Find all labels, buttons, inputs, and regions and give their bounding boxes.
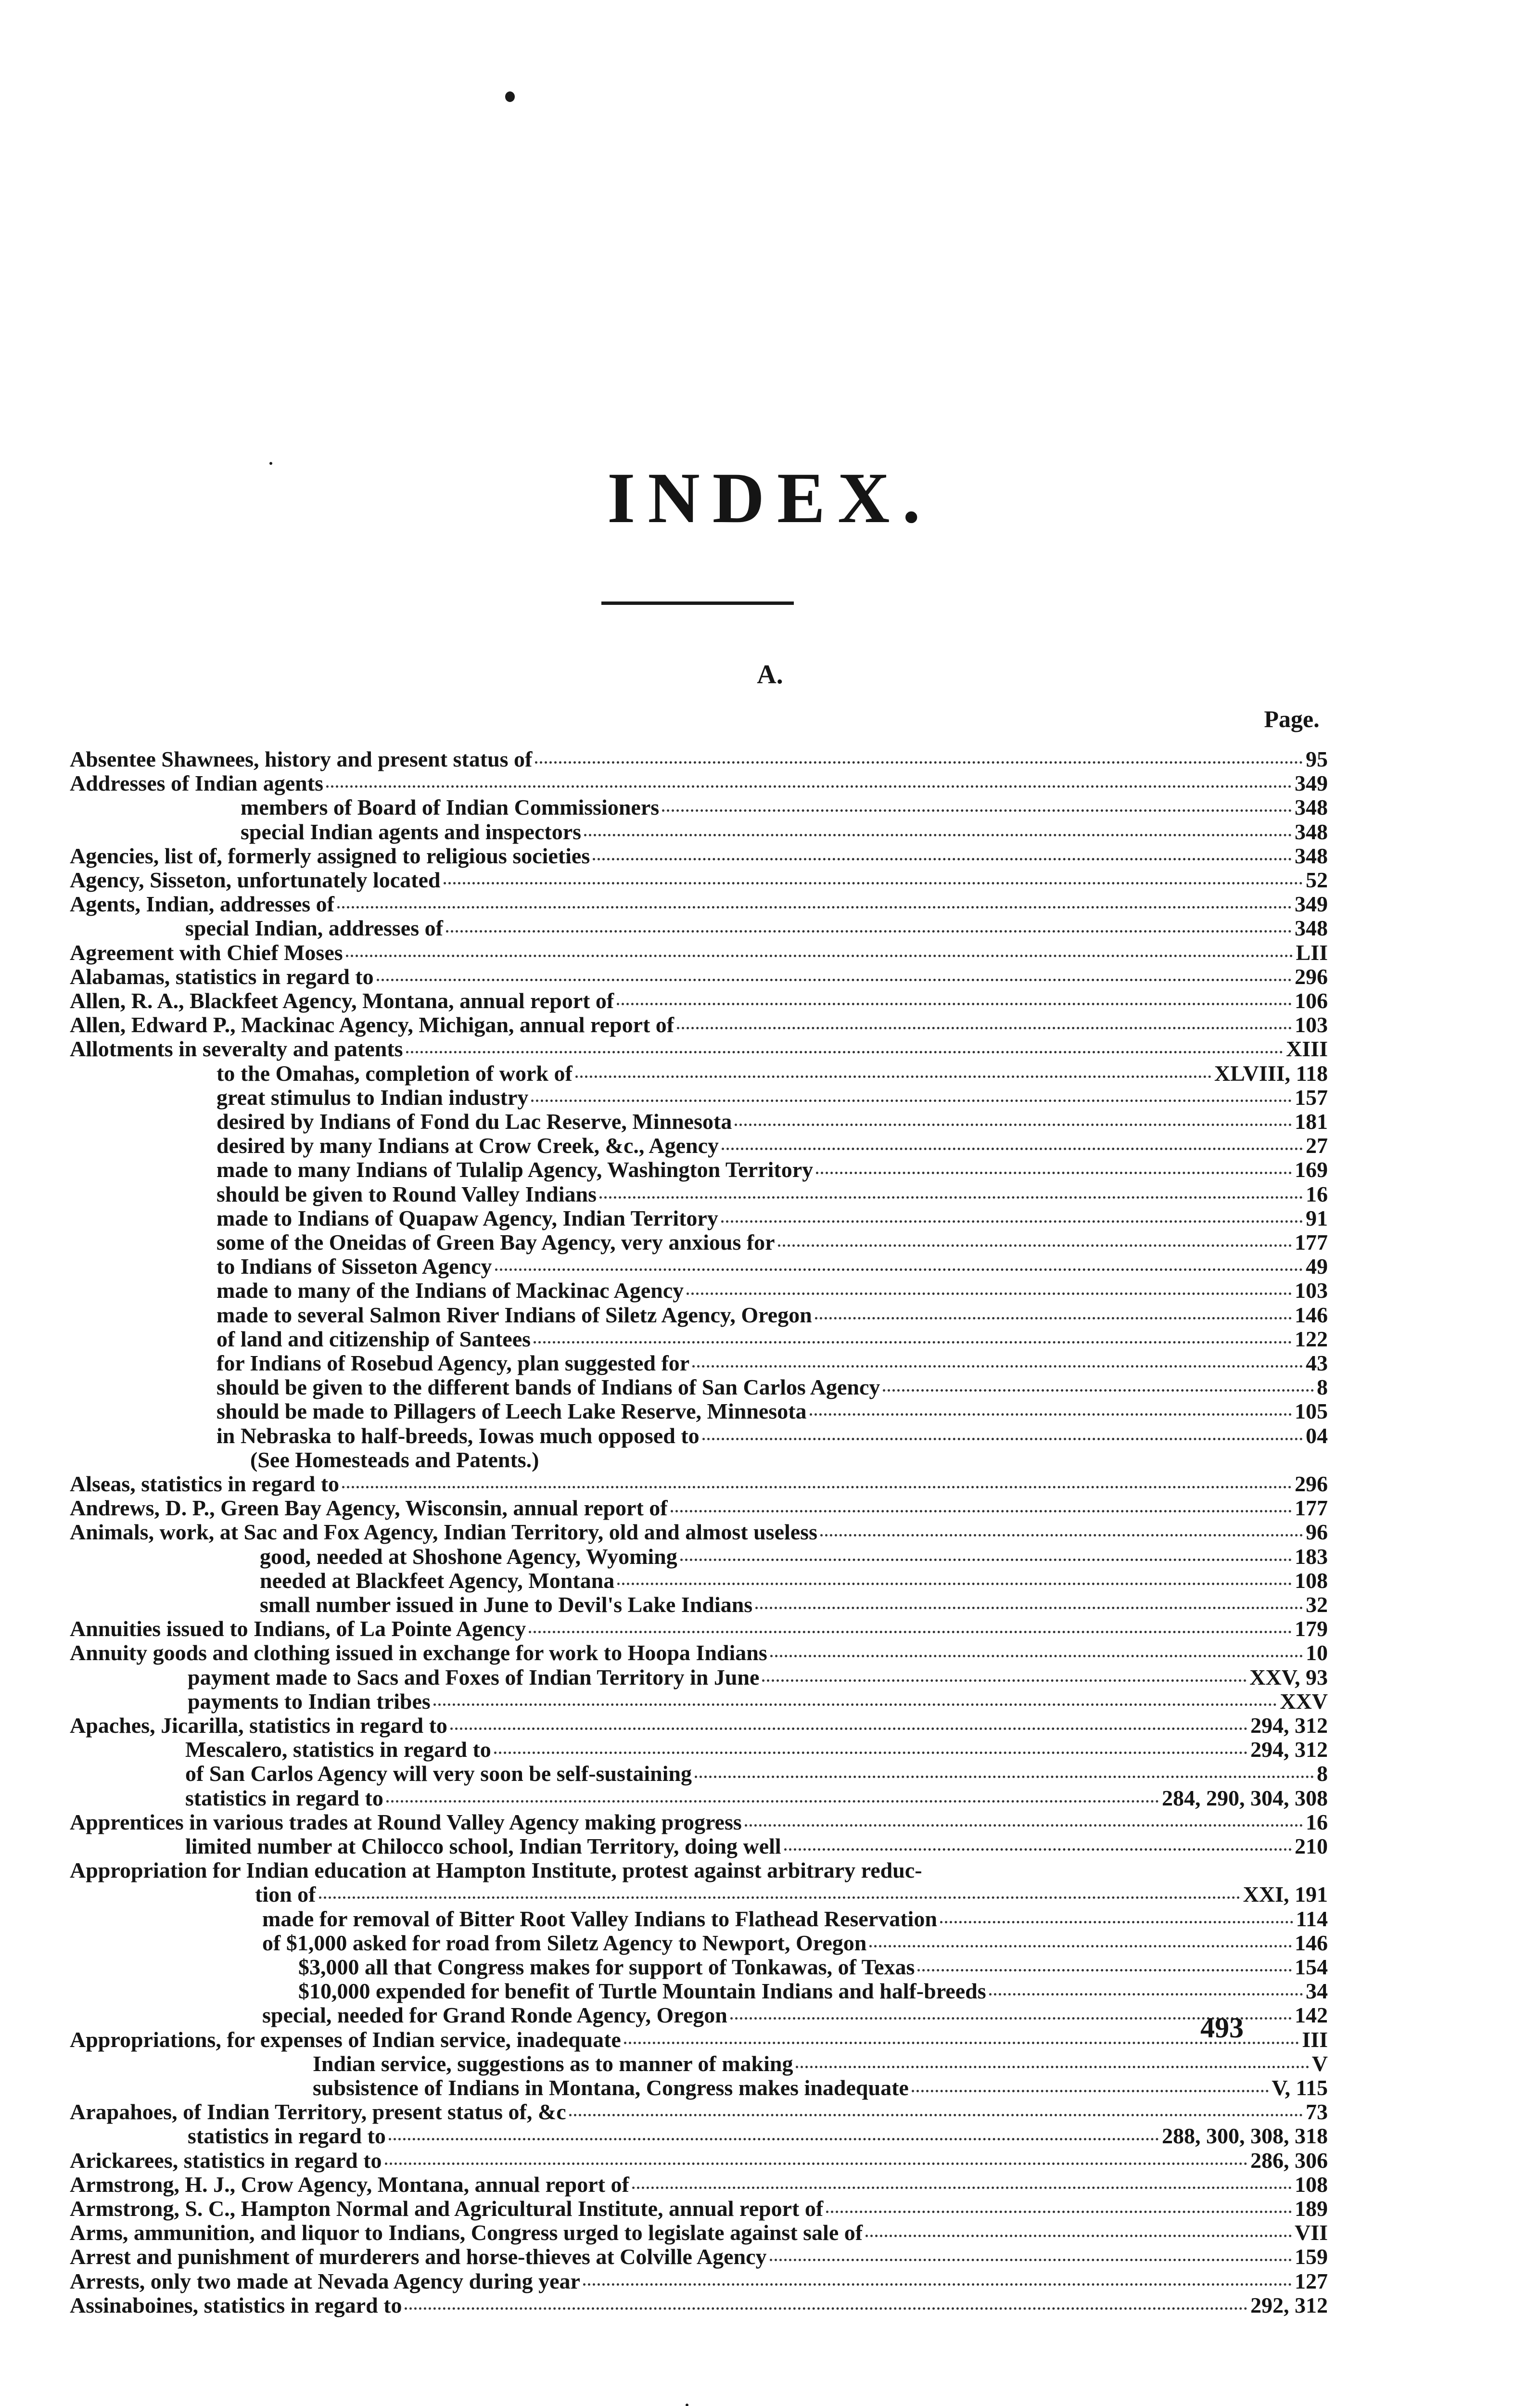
index-entry-page: 181 (1295, 1109, 1328, 1134)
index-entry (298, 1979, 1328, 2003)
index-entry-page: 34 (1306, 1979, 1328, 2003)
dot-leader (796, 2066, 1309, 2068)
index-entry-text: Mescalero, statistics in regard to (185, 1737, 491, 1762)
index-entry (70, 2245, 1328, 2269)
index-entry (216, 1158, 1328, 1182)
index-entry-text: should be given to the different bands of Indians of San Carlos Agency (216, 1375, 880, 1399)
index-entry (216, 1351, 1328, 1375)
page-title: INDEX. (607, 458, 933, 538)
index-entry (216, 1206, 1328, 1230)
index-entry (260, 1545, 1328, 1569)
index-entry (70, 1472, 1328, 1496)
index-entry (70, 771, 1328, 795)
index-entry (216, 1327, 1328, 1351)
ink-speck (505, 91, 515, 102)
index-entry (216, 1279, 1328, 1303)
index-entry-page: VII (1294, 2220, 1328, 2245)
index-entry-page: 16 (1306, 1182, 1328, 1206)
index-entry-text: good, needed at Shoshone Agency, Wyoming (260, 1544, 677, 1569)
dot-leader (337, 906, 1292, 909)
index-entry-text: special, needed for Grand Ronde Agency, Oregon (262, 2003, 727, 2027)
dot-leader (385, 2163, 1247, 2165)
index-entry-text: Arrests, only two made at Nevada Agency during year (70, 2269, 580, 2293)
index-entry-page: 142 (1295, 2003, 1328, 2027)
index-entry-page: 189 (1295, 2196, 1328, 2221)
index-entry-page: XXI, 191 (1243, 1882, 1328, 1907)
index-entry (70, 1858, 1328, 1882)
index-entry-text: Allotments in severalty and patents (70, 1037, 403, 1061)
index-entry (262, 1931, 1328, 1955)
dot-leader (494, 1752, 1247, 1754)
index-entry-page: 348 (1295, 819, 1328, 844)
index-entry-text: Agents, Indian, addresses of (70, 892, 334, 916)
index-entry-text: for Indians of Rosebud Agency, plan suggested for (216, 1351, 690, 1375)
index-entry-text: made for removal of Bitter Root Valley Indians to Flathead Reservation (262, 1907, 937, 1931)
index-entry (70, 2197, 1328, 2221)
dot-leader (593, 858, 1292, 860)
index-entry-page: 169 (1295, 1157, 1328, 1182)
index-entry-text: Animals, work, at Sac and Fox Agency, Indian Territory, old and almost useless (70, 1520, 817, 1544)
dot-leader (695, 1776, 1314, 1778)
index-entry-page: 210 (1295, 1834, 1328, 1858)
dot-leader (770, 1655, 1303, 1657)
index-entry-page: 122 (1295, 1327, 1328, 1351)
dot-leader (346, 955, 1293, 957)
index-entry-text: of San Carlos Agency will very soon be self-sustaining (185, 1761, 692, 1786)
dot-leader (377, 979, 1292, 981)
index-entry (70, 989, 1328, 1013)
dot-leader (535, 761, 1303, 764)
index-entry (185, 1834, 1328, 1858)
index-entry-text: Armstrong, H. J., Crow Agency, Montana, annual report of (70, 2172, 629, 2197)
index-entry-page: XXV, 93 (1249, 1665, 1328, 1689)
dot-leader (342, 1486, 1292, 1488)
dot-leader (702, 1438, 1303, 1440)
dot-leader (450, 1728, 1247, 1730)
index-entry (241, 795, 1328, 819)
index-entry-text: some of the Oneidas of Green Bay Agency, very anxious for (216, 1230, 775, 1254)
index-entry-page: 177 (1295, 1230, 1328, 1254)
index-entry (70, 2173, 1328, 2197)
index-entry-text: Armstrong, S. C., Hampton Normal and Agricultural Institute, annual report of (70, 2196, 824, 2221)
index-entry (70, 1013, 1328, 1037)
dot-leader (671, 1510, 1292, 1512)
index-entry-text: Andrews, D. P., Green Bay Agency, Wisconsin, annual report of (70, 1496, 668, 1520)
dot-leader (405, 2307, 1247, 2310)
index-entry-text: members of Board of Indian Commissioners (241, 795, 660, 819)
index-entry-text: Addresses of Indian agents (70, 771, 323, 795)
index-entry-text: Apprentices in various trades at Round Valley Agency making progress (70, 1810, 742, 1834)
index-entry-page: 95 (1306, 747, 1328, 771)
index-entry-page: 114 (1296, 1907, 1328, 1931)
index-entry-text: statistics in regard to (188, 2124, 386, 2148)
index-entry (70, 2149, 1328, 2173)
index-entry-page: 108 (1295, 2172, 1328, 2197)
dot-leader (770, 2259, 1292, 2261)
dot-leader (446, 930, 1292, 933)
index-entry-text: small number issued in June to Devil's Lake Indians (260, 1592, 753, 1617)
dot-leader (575, 1075, 1211, 1078)
index-entry-text: made to several Salmon River Indians of Siletz Agency, Oregon (216, 1303, 812, 1327)
dot-leader (617, 1583, 1292, 1585)
index-entry-text: Arapahoes, of Indian Territory, present status of, &c (70, 2099, 566, 2124)
dot-leader (680, 1559, 1292, 1561)
index-entry-text: desired by many Indians at Crow Creek, &c., Agency (216, 1133, 719, 1158)
index-entry-text: Allen, R. A., Blackfeet Agency, Montana, annual report of (70, 988, 614, 1013)
index-entry-text: of $1,000 asked for road from Siletz Agency to Newport, Oregon (262, 1931, 867, 1955)
index-entry-text: Appropriation for Indian education at Hampton Institute, protest against arbitrary reduc- (70, 1858, 922, 1882)
index-entry-text: Annuity goods and clothing issued in exchange for work to Hoopa Indians (70, 1640, 767, 1665)
index-entry-text: Absentee Shawnees, history and present status of (70, 747, 533, 771)
section-letter: A. (757, 660, 783, 690)
dot-leader (816, 1172, 1292, 1174)
page-number: 493 (1200, 2012, 1244, 2044)
dot-leader (319, 1896, 1240, 1899)
dot-leader (869, 1945, 1292, 1947)
index-entry-page: 286, 306 (1250, 2148, 1328, 2173)
index-entry-text: special Indian agents and inspectors (241, 819, 582, 844)
index-entry (70, 2100, 1328, 2124)
dot-leader (692, 1365, 1303, 1368)
index-entry-page: 348 (1295, 916, 1328, 940)
dot-leader (386, 1800, 1159, 1803)
index-entry (185, 1738, 1328, 1762)
index-entry-text: Allen, Edward P., Mackinac Agency, Michigan, annual report of (70, 1012, 675, 1037)
index-entry (70, 2269, 1328, 2293)
index-entry-text: Arms, ammunition, and liquor to Indians, Congress urged to legislate against sale of (70, 2220, 863, 2245)
index-entry-page: XXV (1280, 1689, 1328, 1714)
index-entry (70, 868, 1328, 892)
index-entry-text: Alseas, statistics in regard to (70, 1472, 340, 1496)
index-entry-text: in Nebraska to half-breeds, Iowas much opposed to (216, 1423, 700, 1448)
index-entry-text: special Indian, addresses of (185, 916, 443, 940)
index-entry-text: Arickarees, statistics in regard to (70, 2148, 382, 2173)
index-entry-page: 127 (1295, 2269, 1328, 2293)
index-entry-text: Apaches, Jicarilla, statistics in regard to (70, 1713, 447, 1738)
index-entry (70, 2221, 1328, 2245)
index-entry (262, 1907, 1328, 1931)
index-entry-text: made to many of the Indians of Mackinac Agency (216, 1278, 684, 1303)
index-entry-page: 294, 312 (1250, 1737, 1328, 1762)
index-entry (70, 844, 1328, 868)
index-entry-text: Indian service, suggestions as to manner of making (313, 2051, 793, 2076)
index-entry-text: Appropriations, for expenses of Indian service, inadequate (70, 2027, 621, 2052)
dot-leader (810, 1413, 1292, 1416)
index-entry (255, 1882, 1328, 1907)
dot-leader (778, 1244, 1292, 1247)
index-entry-page: 154 (1295, 1955, 1328, 1979)
index-entry-text: Annuities issued to Indians, of La Pointe Agency (70, 1616, 526, 1641)
index-entry-text: Alabamas, statistics in regard to (70, 964, 374, 989)
index-entry (260, 1593, 1328, 1617)
index-entry-page: 16 (1306, 1810, 1328, 1834)
index-entry (216, 1303, 1328, 1327)
index-entry (241, 820, 1328, 844)
index-entry (70, 2028, 1328, 2052)
index-entry-page: 296 (1295, 964, 1328, 989)
index-entry-text: tion of (255, 1882, 316, 1907)
index-entry (70, 2293, 1328, 2317)
index-entry-text: to Indians of Sisseton Agency (216, 1254, 492, 1279)
index-entry (70, 1714, 1328, 1738)
index-entry-page: III (1302, 2027, 1328, 2052)
index-entry-page: 292, 312 (1250, 2293, 1328, 2317)
index-entry-page: 157 (1295, 1085, 1328, 1110)
ink-speck (686, 2404, 688, 2406)
index-entry-text: payment made to Sacs and Foxes of Indian Territory in June (188, 1665, 760, 1689)
index-entry-page: 105 (1295, 1399, 1328, 1423)
index-entry-text: payments to Indian tribes (188, 1689, 431, 1714)
index-entry (185, 1762, 1328, 1786)
index-entry-page: 49 (1306, 1254, 1328, 1279)
index-entry-text: subsistence of Indians in Montana, Congress makes inadequate (313, 2075, 909, 2100)
index-entry-text: Agreement with Chief Moses (70, 940, 343, 965)
index-entry (70, 1037, 1328, 1061)
index-entry-page: 52 (1306, 868, 1328, 892)
index-entry (70, 1520, 1328, 1544)
index-entry (216, 1110, 1328, 1134)
index-entry-page: 43 (1306, 1351, 1328, 1375)
index-entry-page: 288, 300, 308, 318 (1162, 2124, 1328, 2148)
index-entry-page: 27 (1306, 1133, 1328, 1158)
dot-leader (584, 834, 1292, 836)
dot-leader (784, 1848, 1292, 1851)
index-entry-text: should be given to Round Valley Indians (216, 1182, 597, 1206)
dot-leader (495, 1268, 1303, 1271)
index-entry (70, 1496, 1328, 1520)
dot-leader (444, 882, 1303, 884)
dot-leader (755, 1607, 1303, 1609)
dot-leader (583, 2283, 1292, 2286)
index-entry-page: 10 (1306, 1640, 1328, 1665)
dot-leader (687, 1293, 1292, 1295)
dot-leader (389, 2138, 1159, 2140)
index-entry (70, 965, 1328, 989)
dot-leader (989, 1993, 1303, 1996)
index-entry-page: 106 (1295, 988, 1328, 1013)
dot-leader (815, 1317, 1292, 1319)
dot-leader (569, 2114, 1303, 2116)
index-entry-page: 96 (1306, 1520, 1328, 1544)
index-entry-page: XLVIII, 118 (1214, 1061, 1328, 1086)
index-entry-text: to the Omahas, completion of work of (216, 1061, 573, 1086)
dot-leader (531, 1100, 1292, 1102)
index-entry (70, 747, 1328, 771)
index-entry (298, 1955, 1328, 1979)
dot-leader (406, 1051, 1284, 1053)
index-entry (216, 1375, 1328, 1399)
dot-leader (632, 2187, 1292, 2189)
index-entry-page: 349 (1295, 892, 1328, 916)
index-entry (216, 1230, 1328, 1254)
index-entry-page: XIII (1286, 1037, 1328, 1061)
index-entry-page: 108 (1295, 1568, 1328, 1593)
index-entry (70, 892, 1328, 916)
index-entry-text: should be made to Pillagers of Leech Lake Reserve, Minnesota (216, 1399, 807, 1423)
index-entry (70, 1641, 1328, 1665)
dot-leader (912, 2090, 1269, 2092)
index-entry (313, 2076, 1328, 2100)
index-entry-page: 103 (1295, 1278, 1328, 1303)
index-entry (70, 1617, 1328, 1641)
dot-leader (820, 1534, 1303, 1536)
index-entry-page: 294, 312 (1250, 1713, 1328, 1738)
index-entry-page: 32 (1306, 1592, 1328, 1617)
index-entry-page: 8 (1317, 1761, 1328, 1786)
index-entry (260, 1569, 1328, 1593)
dot-leader (433, 1703, 1277, 1706)
dot-leader (617, 1003, 1292, 1005)
index-entry (70, 941, 1328, 965)
index-entry (185, 916, 1328, 940)
index-entry (216, 1062, 1328, 1086)
index-entry-page: 146 (1295, 1931, 1328, 1955)
dot-leader (721, 1220, 1303, 1223)
index-entry-text: Arrest and punishment of murderers and horse-thieves at Colville Agency (70, 2244, 767, 2269)
index-entry (313, 2052, 1328, 2076)
dot-leader (529, 1631, 1292, 1633)
index-entry-page: V (1311, 2051, 1328, 2076)
index-entry-text: limited number at Chilocco school, Indian Territory, doing well (185, 1834, 781, 1858)
index-entry (216, 1086, 1328, 1110)
dot-leader (745, 1824, 1303, 1827)
index-entry-page: 179 (1295, 1616, 1328, 1641)
index-entry-page: 103 (1295, 1012, 1328, 1037)
index-entry (250, 1448, 1328, 1472)
dot-leader (865, 2235, 1292, 2237)
dot-leader (326, 785, 1292, 788)
index-entry (216, 1254, 1328, 1279)
index-entry-page: 183 (1295, 1544, 1328, 1569)
dot-leader (940, 1921, 1293, 1923)
index-entry (262, 2003, 1328, 2027)
dot-leader (534, 1341, 1292, 1344)
index-entry-text: statistics in regard to (185, 1786, 383, 1810)
dot-leader (826, 2211, 1292, 2213)
index-entry-page: 348 (1295, 844, 1328, 868)
index-entry-text: Agencies, list of, formerly assigned to religious societies (70, 844, 590, 868)
index-entry-page: 146 (1295, 1303, 1328, 1327)
index-entry (188, 1689, 1328, 1714)
dot-leader (677, 1027, 1292, 1029)
index-entry-text: made to Indians of Quapaw Agency, Indian Territory (216, 1206, 718, 1230)
index-entry-text: great stimulus to Indian industry (216, 1085, 529, 1110)
index-entry-page: 159 (1295, 2244, 1328, 2269)
index-entry-text: $10,000 expended for benefit of Turtle Mountain Indians and half-breeds (298, 1979, 986, 2003)
index-entry-text: made to many Indians of Tulalip Agency, Washington Territory (216, 1157, 814, 1182)
index-entry-text: Assinaboines, statistics in regard to (70, 2293, 402, 2317)
index-entry (216, 1134, 1328, 1158)
index-entry-text: needed at Blackfeet Agency, Montana (260, 1568, 615, 1593)
index-entry-page: 73 (1306, 2099, 1328, 2124)
index-entry (188, 1665, 1328, 1689)
index-entry-page: 349 (1295, 771, 1328, 795)
index-entry-page: LII (1296, 940, 1328, 965)
dot-leader (917, 1969, 1292, 1971)
index-entry (216, 1182, 1328, 1206)
index-entry-page: 8 (1317, 1375, 1328, 1399)
index-entry-page: 296 (1295, 1472, 1328, 1496)
index-entry (216, 1399, 1328, 1423)
index-entry (216, 1424, 1328, 1448)
page-column-header: Page. (1264, 705, 1320, 732)
index-entry (185, 1786, 1328, 1810)
index-entry (70, 1810, 1328, 1834)
dot-leader (599, 1196, 1303, 1199)
dot-leader (662, 809, 1292, 812)
index-entry (188, 2124, 1328, 2148)
index-entry-page: 348 (1295, 795, 1328, 819)
dot-leader (883, 1389, 1314, 1392)
index-entry-page: 284, 290, 304, 308 (1162, 1786, 1328, 1810)
dot-leader (762, 1679, 1247, 1682)
index-entry-page: 177 (1295, 1496, 1328, 1520)
dot-leader (722, 1148, 1303, 1150)
index-entry-text: desired by Indians of Fond du Lac Reserve, Minnesota (216, 1109, 732, 1134)
index-entry-text: $3,000 all that Congress makes for support of Tonkawas, of Texas (298, 1955, 915, 1979)
index-entry-text: (See Homesteads and Patents.) (250, 1447, 539, 1472)
dot-leader (735, 1124, 1292, 1126)
index-entry-page: V, 115 (1272, 2075, 1328, 2100)
index-entry-page: 91 (1306, 1206, 1328, 1230)
index-entry-text: of land and citizenship of Santees (216, 1327, 531, 1351)
index-entry-text: Agency, Sisseton, unfortunately located (70, 868, 441, 892)
index-entry-page: 04 (1306, 1423, 1328, 1448)
title-rule (601, 602, 794, 605)
